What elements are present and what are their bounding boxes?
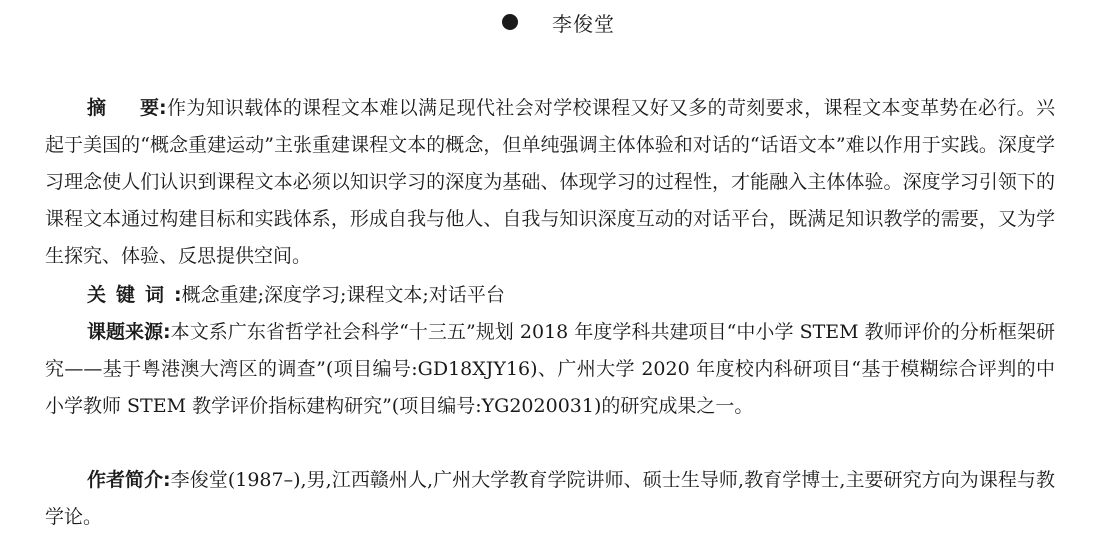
- abstract-label-a: 摘: [87, 97, 141, 119]
- keywords-colon: :: [174, 284, 182, 306]
- abstract-label-b: 要: [140, 97, 160, 119]
- author-heading: [0, 6, 1117, 38]
- keywords-text: 概念重建;深度学习;课程文本;对话平台: [181, 284, 505, 306]
- funding-label-wrap: [45, 314, 171, 351]
- bio-text: 李俊堂(1987–),男,江西赣州人,广州大学教育学院讲师、硕士生导师,教育学博士,主要研究方向为课程与教学论。: [45, 469, 1055, 528]
- funding-colon: :: [163, 321, 171, 343]
- bullet-icon: [502, 14, 518, 30]
- keywords-paragraph: [45, 277, 1055, 314]
- abstract-text: 作为知识载体的课程文本难以满足现代社会对学校课程又好又多的苛刻要求，课程文本变革势在必行。兴起于美国的“概念重建运动”主张重建课程文本的概念，但单纯强调主体体验和对话的“话语文本”难以作用于实践。深度学习理念使人们认识到课程文本必须以知识学习的深度为基础、体现学习的过程性，才能融入主体体验。深度学习引领下的课程文本通过构建目标和实践体系，形成自我与他人、自我与知识深度互动的对话平台，既满足知识教学的需要，又为学生探究、体验、反思提供空间。: [45, 97, 1055, 267]
- bio-label: 作者简介: [87, 469, 164, 491]
- abstract-colon: :: [159, 97, 167, 119]
- bio-label-wrap: [45, 462, 171, 499]
- funding-label: 课题来源: [87, 321, 164, 343]
- funding-text: 本文系广东省哲学社会科学“十三五”规划 2018 年度学科共建项目“中小学 STEM 教师评价的分析框架研究——基于粤港澳大湾区的调查”(项目编号:GD18XJY16)、广州大学 2020 年度校内科研项目“基于模糊综合评判的中小学教师 STEM 教学评价指标建构研究”(项目编号:YG2020031)的研究成果之一。: [45, 321, 1055, 417]
- bio-colon: :: [163, 469, 171, 491]
- abstract-label: [45, 90, 167, 127]
- keywords-label: 关键词: [87, 284, 175, 306]
- bio-paragraph: [45, 462, 1055, 536]
- funding-paragraph: [45, 314, 1055, 425]
- author-name: 李俊堂: [552, 11, 615, 36]
- abstract-paragraph: [45, 90, 1055, 275]
- keywords-label-wrap: [45, 277, 182, 314]
